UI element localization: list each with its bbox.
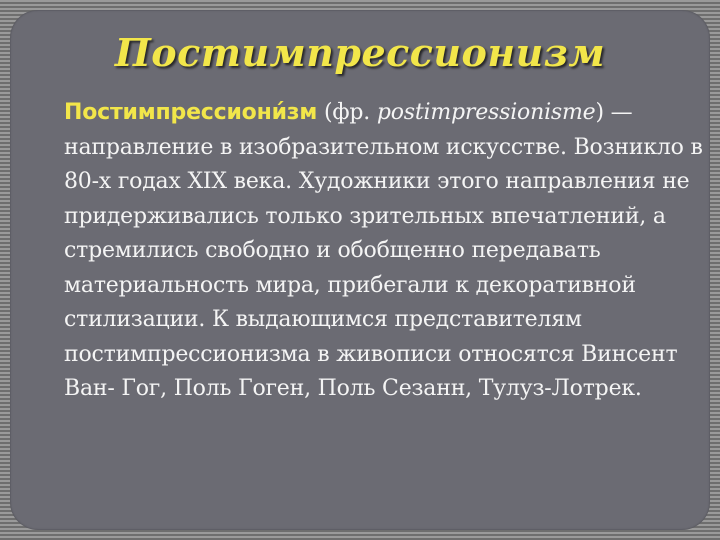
slide-title: Постимпрессионизм (114, 30, 606, 75)
highlighted-term: Постимпрессиони́зм (64, 100, 318, 125)
definition-text: ) — направление в изобразительном искусстве. Возникло в 80-х годах XIX века. Художники этого направления не придерживались только зрительных впечатлений, а стремились свободно и обобщенно передавать материальность мира, прибегали к декоративной стилизации. К выдающимся представителям постимпрессионизма в живописи относятся Винсент Ван- Гог, Поль Гоген, Поль Сезанн, Тулуз-Лотрек. (64, 100, 703, 401)
slide-body-paragraph (64, 96, 704, 407)
paren-prefix: (фр. (317, 100, 377, 125)
foreign-term: postimpressionisme (376, 100, 596, 125)
